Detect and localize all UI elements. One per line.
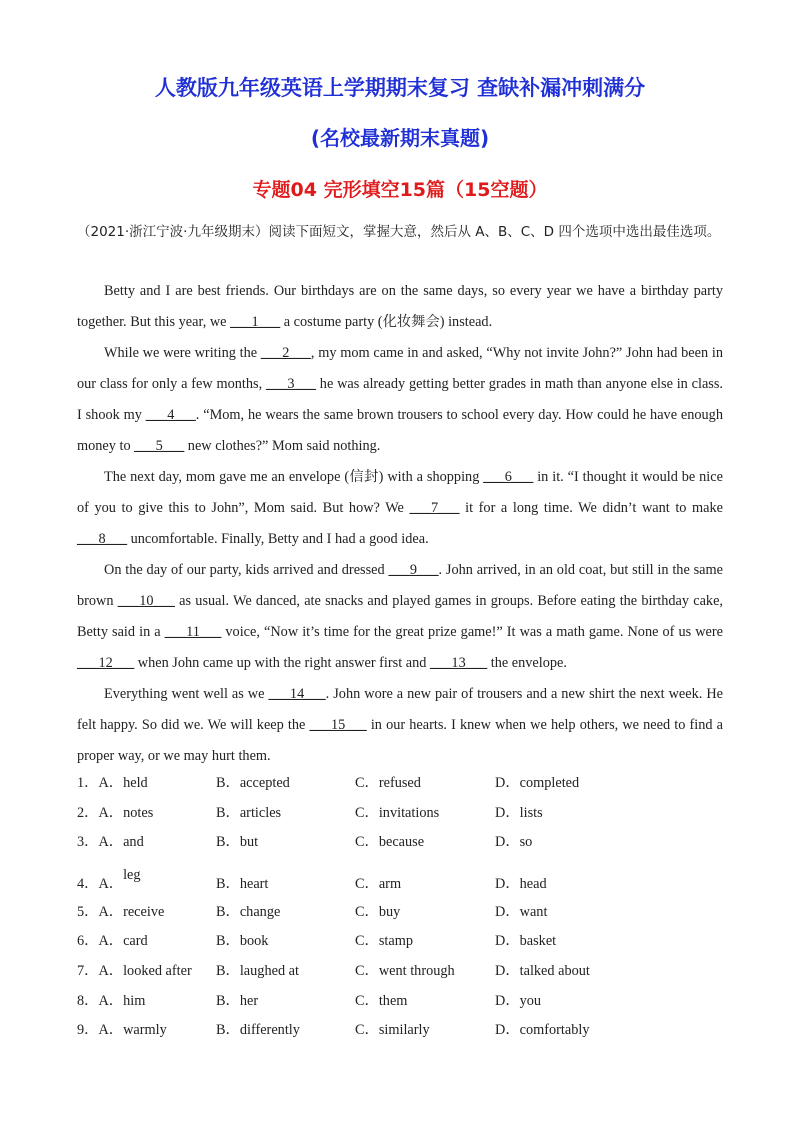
option-9b: B．differently	[216, 1022, 300, 1039]
option-2d: D．lists	[495, 804, 543, 821]
option-7b: B．laughed at	[216, 962, 299, 979]
option-3d: D．so	[495, 834, 533, 851]
paragraph-3: The next day, mom gave me an envelope (信封) with a shopping ___6___ in it. “I thought it would be nice of you to give this to John”, Mom said. But how? We ___7___ it for a long time. We didn’t want to make ___8___ uncomfortable. Finally, Betty and I had a good idea.	[77, 469, 723, 547]
question-row-1	[77, 768, 723, 798]
option-8a: 8．A．him	[77, 992, 146, 1009]
question-row-8	[77, 986, 723, 1016]
option-4a: 4．A．leg	[77, 866, 141, 892]
blank-4: ___4___	[145, 407, 196, 423]
option-5c: C．buy	[355, 903, 401, 920]
blank-2: ___2___	[260, 345, 311, 361]
option-5a: 5．A．receive	[77, 903, 165, 920]
blank-11: ___11___	[164, 624, 222, 640]
passage	[77, 276, 723, 772]
doc-subtitle: (名校最新期末真题)	[310, 126, 490, 150]
blank-5: ___5___	[134, 438, 185, 454]
paragraph-1: Betty and I are best friends. Our birthdays are on the same days, so every year we have a birthday party together. But this year, we ___1___ a costume party (化妆舞会) instead.	[77, 283, 723, 330]
question-row-6	[77, 926, 723, 956]
option-8c: C．them	[355, 992, 408, 1009]
option-7a: 7．A．looked after	[77, 962, 192, 979]
option-1a: 1．A．held	[77, 775, 148, 791]
option-8b: B．her	[216, 992, 259, 1009]
blank-15: ___15___	[309, 717, 367, 733]
option-4c: C．arm	[355, 875, 402, 892]
blank-7: ___7___	[409, 500, 460, 516]
option-3b: B．but	[216, 834, 259, 851]
question-row-5	[77, 897, 723, 927]
option-2c: C．invitations	[355, 804, 440, 821]
option-1d: D．completed	[495, 775, 580, 791]
blank-1: ___1___	[230, 314, 281, 330]
option-6c: C．stamp	[355, 933, 413, 950]
options-list	[77, 768, 723, 1045]
option-6d: D．basket	[495, 933, 557, 950]
paragraph-4: On the day of our party, kids arrived and dressed ___9___. John arrived, in an old coat, but still in the same brown ___10___ as usual. We danced, ate snacks and played games in groups. Before eating the birthday cake, Betty said in a ___11___ voice, “Now it’s time for the great prize game!” It was a math game. None of us were ___12___ when John came up with the right answer first and ___13___ the envelope.	[77, 562, 724, 671]
doc-title: 人教版九年级英语上学期期末复习 查缺补漏冲刺满分	[154, 76, 646, 100]
option-9a: 9．A．warmly	[77, 1022, 167, 1039]
option-6a: 6．A．card	[77, 933, 148, 950]
option-1c: C．refused	[355, 775, 421, 791]
question-row-7	[77, 956, 723, 986]
paragraph-2: While we were writing the ___2___, my mom came in and asked, “Why not invite John?” John had been in our class for only a few months, ___3___ he was already getting better grades in math than anyone else in class. I shook my ___4___. “Mom, he wears the same brown trousers to school every day. How could he have enough money to ___5___ new clothes?” Mom said nothing.	[77, 345, 723, 454]
option-7d: D．talked about	[495, 962, 590, 979]
blank-14: ___14___	[268, 686, 326, 702]
option-5b: B．change	[216, 903, 281, 920]
option-3c: C．because	[355, 834, 425, 851]
option-6b: B．book	[216, 933, 269, 950]
instructions: （2021·浙江宁波·九年级期末）阅读下面短文，掌握大意，然后从 A、B、C、D 四个选项中选出最佳选项。	[77, 224, 721, 240]
question-row-9	[77, 1015, 723, 1045]
question-row-4	[77, 857, 723, 897]
option-9c: C．similarly	[355, 1022, 430, 1039]
option-8d: D．you	[495, 992, 542, 1009]
option-5d: D．want	[495, 903, 548, 920]
topic-title: 专题04 完形填空15篇（15空题）	[252, 179, 548, 201]
option-9d: D．comfortably	[495, 1022, 590, 1039]
option-2b: B．articles	[216, 804, 282, 821]
blank-3: ___3___	[265, 376, 316, 392]
option-1b: B．accepted	[216, 775, 290, 791]
blank-9: ___9___	[388, 562, 439, 578]
option-3a: 3．A．and	[77, 834, 144, 851]
blank-12: ___12___	[77, 655, 135, 671]
option-2a: 2．A．notes	[77, 804, 154, 821]
blank-6: ___6___	[483, 469, 534, 485]
paragraph-5: Everything went well as we ___14___. John wore a new pair of trousers and a new shirt the next week. He felt happy. So did we. We will keep the ___15___ in our hearts. I knew when we help others, we need to find a proper way, or we may hurt them.	[77, 686, 723, 764]
blank-10: ___10___	[117, 593, 175, 609]
question-row-2	[77, 798, 723, 828]
option-7c: C．went through	[355, 962, 455, 979]
question-row-3	[77, 827, 723, 857]
blank-13: ___13___	[429, 655, 488, 671]
blank-8: ___8___	[77, 531, 128, 547]
option-4b: B．heart	[216, 875, 269, 892]
option-4d: D．head	[495, 875, 547, 892]
